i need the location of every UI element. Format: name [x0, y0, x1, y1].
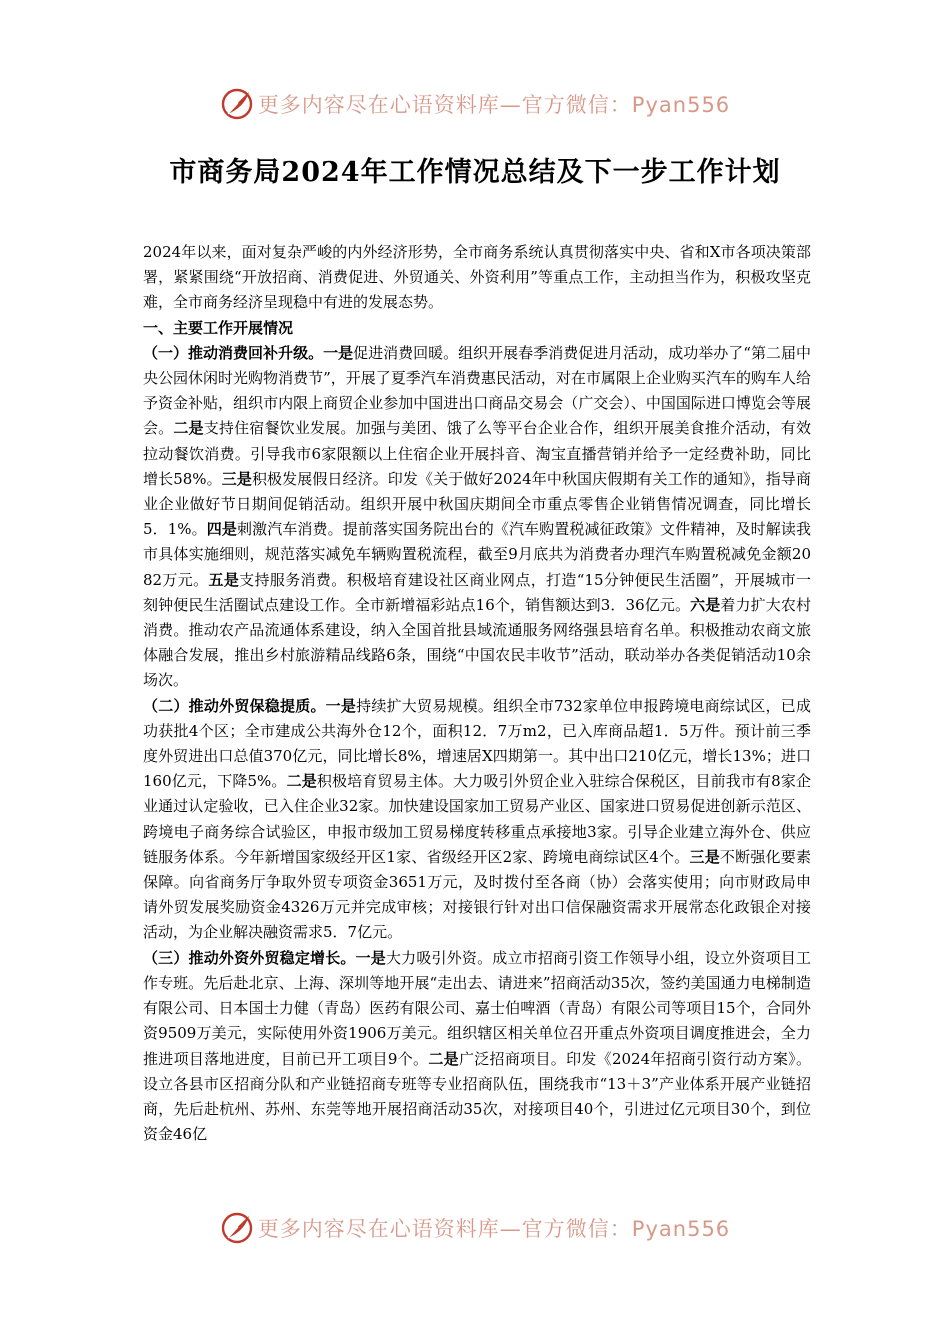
keyword: 三是 [689, 847, 720, 866]
section-heading: 一、主要工作开展情况 [143, 318, 294, 337]
watermark-text: 更多内容尽在心语资料库—官方微信：Pyan556 [257, 1217, 731, 1241]
watermark-text: 更多内容尽在心语资料库—官方微信：Pyan556 [257, 93, 731, 117]
paragraph-heading: （三）推动外资外贸稳定增长。 [143, 948, 356, 967]
keyword: 五是 [208, 570, 240, 589]
watermark-footer [0, 1208, 950, 1248]
keyword: 六是 [690, 595, 721, 614]
keyword: 三是 [221, 469, 252, 488]
paragraph-heading: （一）推动消费回补升级。 [143, 343, 324, 362]
keyword: 四是 [206, 520, 237, 539]
keyword: 二是 [286, 772, 317, 791]
paragraph-consumption: （一）推动消费回补升级。一是促进消费回暖。组织开展春季消费促进月活动，成功举办了“第二届中央公园休闲时光购物消费节”，开展了夏季汽车消费惠民活动，对在市属限上企业购买汽车的购车人给予资金补贴，组织市内限上商贸企业参加中国进出口商品交易会（广交会）、中国国际进口博览会等展会。二是支持住宿餐饮业发展。加强与美团、饿了么等平台企业合作，组织开展美食推介活动，有效拉动餐饮消费。引导我市6家限额以上住宿企业开展抖音、淘宝直播营销并给予一定经费补助，同比增长58%。三是积极发展假日经济。印发《关于做好2024年中秋国庆假期有关工作的通知》，指导商业企业做好节日期间促销活动。组织开展中秋国庆期间全市重点零售企业销售情况调查，同比增长5．1%。四是刺激汽车消费。提前落实国务院出台的《汽车购置税减征政策》文件精神，及时解读我市具体实施细则，规范落实减免车辆购置税流程，截至9月底共为消费者办理汽车购置税减免金额2082万元。五是支持服务消费。积极培育建设社区商业网点，打造“15分钟便民生活圈”，开展城市一刻钟便民生活圈试点建设工作。全市新增福彩站点16个，销售额达到3．36亿元。六是着力扩大农村消费。推动农产品流通体系建设，纳入全国首批县域流通服务网络强县培育名单。积极推动农商文旅体融合发展，推出乡村旅游精品线路6条，围绕“中国农民丰收节”活动，联动举办各类促销活动10余场次。 [143, 343, 811, 690]
keyword: 二是 [428, 1049, 459, 1068]
keyword: 一是 [355, 948, 386, 967]
keyword: 二是 [173, 419, 204, 438]
paragraph-foreign-trade: （二）推动外贸保稳提质。一是持续扩大贸易规模。组织全市732家单位申报跨境电商综试区，已成功获批4个区；全市建成公共海外仓12个，面积12．7万m2，已入库商品超1．5万件。预计前三季度外贸进出口总值370亿元，同比增长8%，增速居X四期第一。其中出口210亿元，增长13%；进口160亿元，下降5%。二是积极培育贸易主体。大力吸引外贸企业入驻综合保税区，目前我市有8家企业通过认定验收，已入住企业32家。加快建设国家加工贸易产业区、国家进口贸易促进创新示范区、跨境电子商务综合试验区，申报市级加工贸易梯度转移重点承接地3家。引导企业建立海外仓、供应链服务体系。今年新增国家级经开区1家、省级经开区2家、跨境电商综试区4个。三是不断强化要素保障。向省商务厅争取外贸专项资金3651万元，及时拨付至各商（协）会落实使用；向市财政局申请外贸发展奖励资金4326万元并完成审核；对接银行针对出口信保融资需求开展常态化政银企对接活动，为企业解决融资需求5．7亿元。 [143, 696, 811, 942]
keyword: 一是 [323, 343, 354, 362]
keyword: 一是 [325, 696, 357, 715]
document-body [143, 240, 811, 1147]
document-title: 市商务局2024年工作情况总结及下一步工作计划 [169, 157, 781, 188]
watermark-header [0, 84, 950, 124]
paragraph-foreign-investment: （三）推动外资外贸稳定增长。一是大力吸引外资。成立市招商引资工作领导小组，设立外资项目工作专班。先后赴北京、上海、深圳等地开展“走出去、请进来”招商活动35次，签约美国通力电梯制造有限公司、日本国士力健（青岛）医药有限公司、嘉士伯啤酒（青岛）有限公司等项目15个，合同外资9509万美元，实际使用外资1906万美元。组织辖区相关单位召开重点外资项目调度推进会，全力推进项目落地进度，目前已开工项目9个。二是广泛招商项目。印发《2024年招商引资行动方案》。设立各县市区招商分队和产业链招商专班等专业招商队伍，围绕我市“13＋3”产业体系开展产业链招商，先后赴杭州、苏州、东莞等地开展招商活动35次，对接项目40个，引进过亿元项目30个，到位资金46亿 [143, 948, 811, 1144]
feather-pen-icon [220, 87, 254, 121]
feather-pen-icon [220, 1211, 254, 1245]
paragraph-heading: （二）推动外贸保稳提质。 [143, 696, 326, 715]
intro-paragraph: 2024年以来，面对复杂严峻的内外经济形势，全市商务系统认真贯彻落实中央、省和X市各项决策部署，紧紧围绕“开放招商、消费促进、外贸通关、外资利用”等重点工作，主动担当作为，积极攻坚克难，全市商务经济呈现稳中有进的发展态势。 [143, 243, 811, 312]
